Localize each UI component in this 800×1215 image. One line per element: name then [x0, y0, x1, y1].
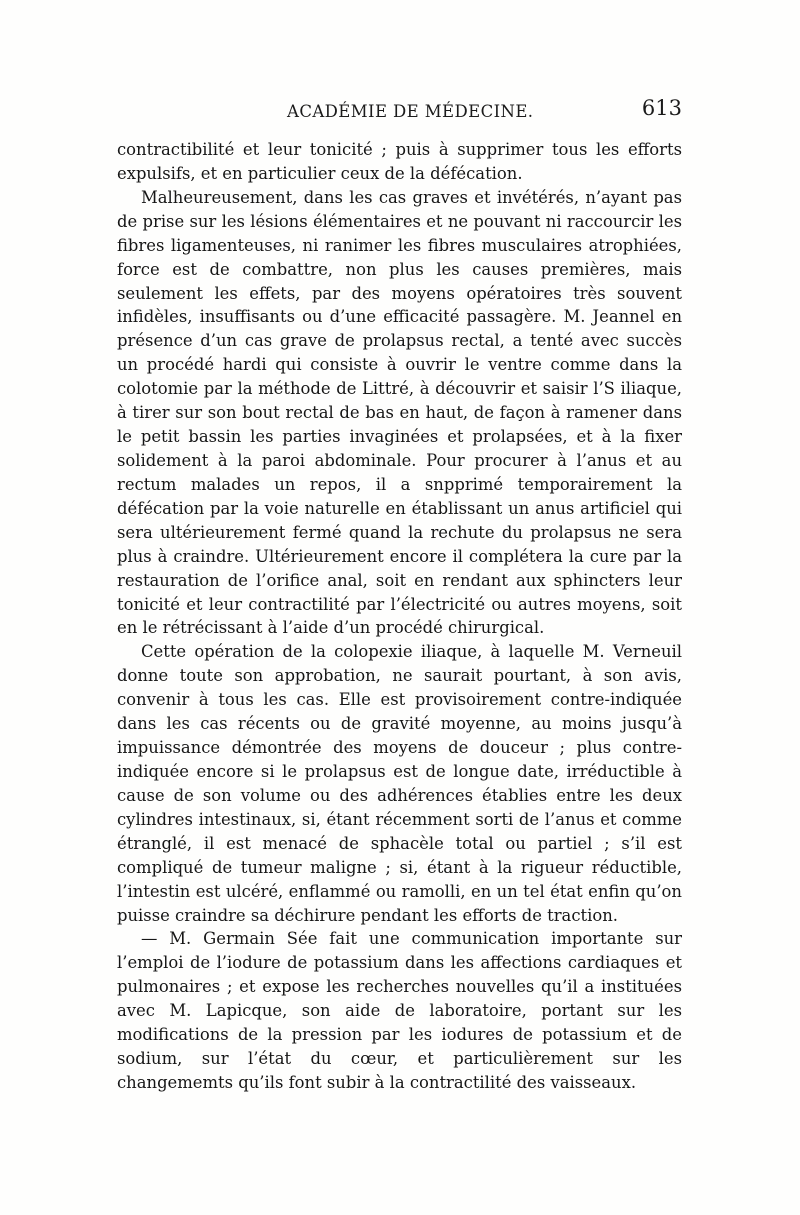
paragraph-jeannel-procedure: Malheureusement, dans les cas graves et invétérés, n’ayant pas de prise sur les lésions élémentaires et ne pouvant ni raccourcir les fibres ligamenteuses, ni ranimer les fibres musculaires atrophiées, force est de combattre, non plus les causes premières, mais seulement les effets, par des moyens opératoires très souvent infidèles, insuffisants ou d’une efficacité passagère. M. Jeannel en présence d’un cas grave de prolapsus rectal, a tenté avec succès un procédé hardi qui consiste à ouvrir le ventre comme dans la colotomie par la méthode de Littré, à découvrir et saisir l’S iliaque, à tirer sur son bout rectal de bas en haut, de façon à ramener dans le petit bassin les parties invaginées et prolapsées, et à la fixer solidement à la paroi abdominale. Pour procurer à l’anus et au rectum malades un repos, il a snpprimé temporairement la défécation par la voie naturelle en établissant un anus artificiel qui sera ultérieurement fermé quand la rechute du prolapsus ne sera plus à craindre. Ultérieurement encore il complétera la cure par la restauration de l’orifice anal, soit en rendant aux sphincters leur tonicité et leur contractilité par l’électricité ou autres moyens, soit en le rétrécissant à l’aide d’un procédé chirurgical.	[117, 187, 682, 638]
paragraph-continuation: contractibilité et leur tonicité ; puis à supprimer tous les efforts expulsifs, et en particulier ceux de la défécation.	[117, 140, 682, 183]
page-header	[117, 96, 682, 126]
paragraph-germain-see: — M. Germain Sée fait une communication importante sur l’emploi de l’iodure de potassium dans les affections cardiaques et pulmonaires ; et expose les recherches nouvelles qu’il a instituées avec M. Lapicque, son aide de laboratoire, portant sur les modifications de la pression par les iodures de potassium et de sodium, sur l’état du cœur, et particulièrement sur les changememts qu’ils font subir à la contractilité des vaisseaux.	[117, 929, 682, 1092]
running-head: ACADÉMIE DE MÉDECINE.	[287, 102, 534, 121]
paragraph-verneuil-opinion: Cette opération de la colopexie iliaque, à laquelle M. Verneuil donne toute son approbation, ne saurait pourtant, à son avis, convenir à tous les cas. Elle est provisoirement contre-indiquée dans les cas récents ou de gravité moyenne, au moins jusqu’à impuissance démontrée des moyens de douceur ; plus contre-indiquée encore si le prolapsus est de longue date, irréductible à cause de son volume ou des adhérences établies entre les deux cylindres intestinaux, si, étant récemment sorti de l’anus et comme étranglé, il est menacé de sphacèle total ou partiel ; s’il est compliqué de tumeur maligne ; si, étant à la rigueur réductible, l’intestin est ulcéré, enflammé ou ramolli, en un tel état enfin qu’on puisse craindre sa déchirure pendant les efforts de traction.	[117, 642, 682, 925]
body-text	[117, 138, 682, 1095]
page-number: 613	[641, 96, 682, 120]
